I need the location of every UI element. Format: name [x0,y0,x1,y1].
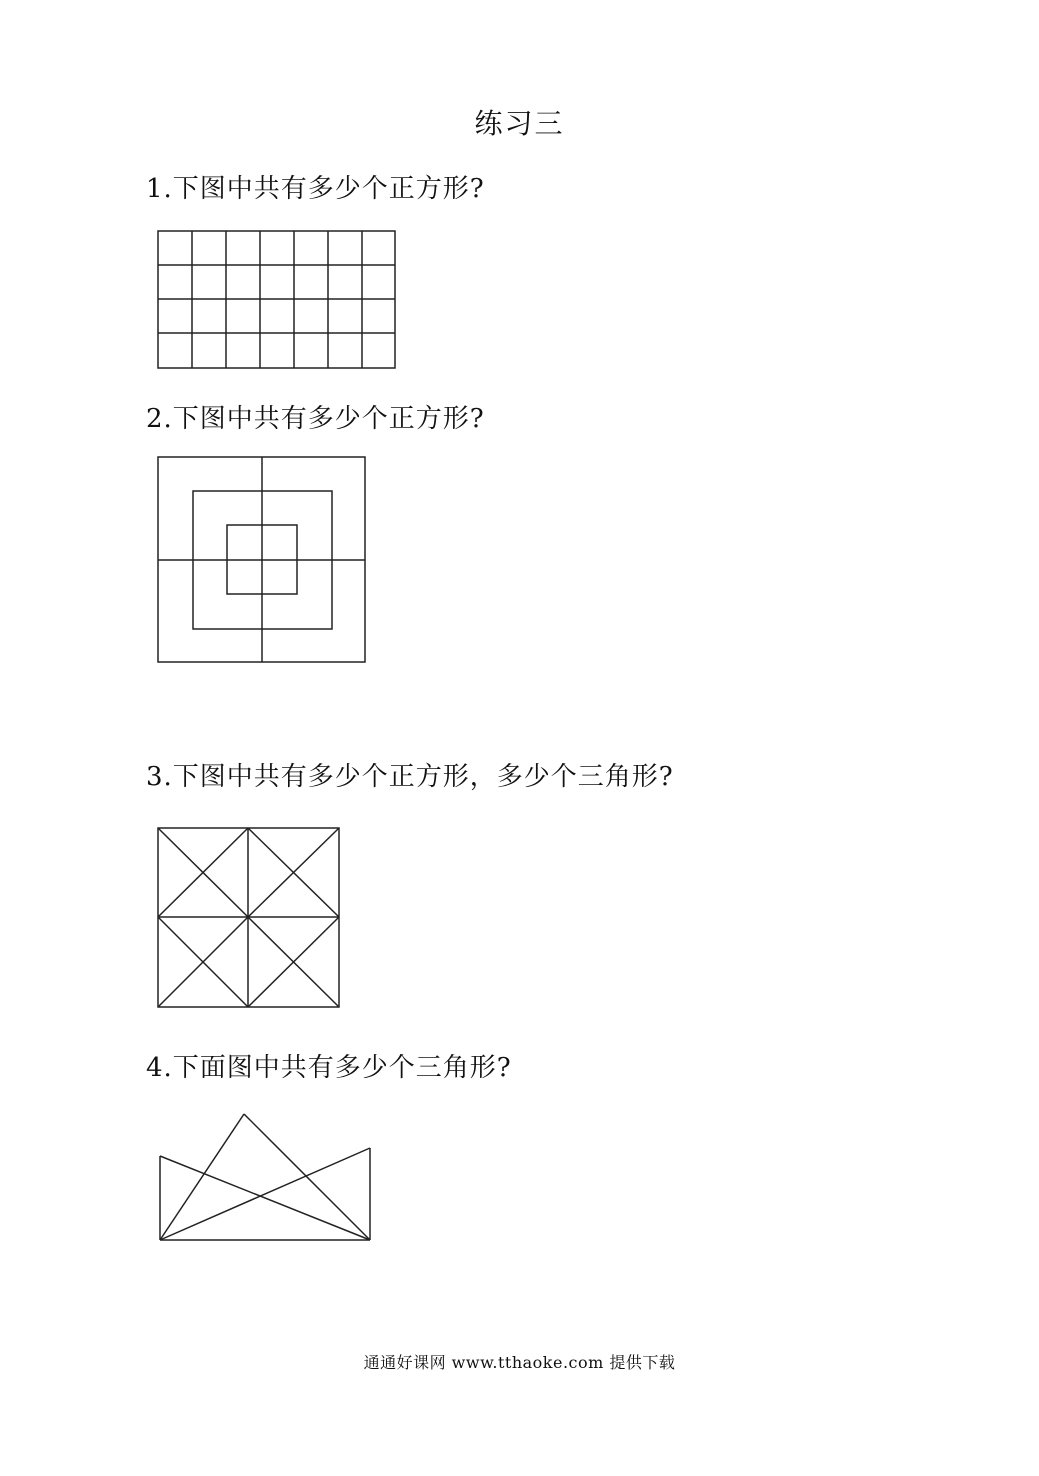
square-diagonals-diagram [156,826,342,1010]
question-3-text: 3.下图中共有多少个正方形，多少个三角形? [146,762,674,792]
footer-source: 通通好课网 www.tthaoke.com 提供下载 [363,1353,676,1372]
cross-line [160,1156,370,1240]
triangles-diagram [156,1110,376,1246]
question-1-text: 1.下图中共有多少个正方形? [146,174,485,204]
page-title: 练习三 [474,107,565,140]
question-4-text: 4.下面图中共有多少个三角形? [146,1053,512,1083]
apex-right-line [244,1114,370,1240]
grid-4x7-diagram [156,229,398,371]
nested-squares-diagram [156,455,368,665]
question-1-figure [156,229,398,371]
question-4-figure [156,1110,376,1246]
question-3-figure [156,826,342,1010]
question-2-figure [156,455,368,665]
question-2-text: 2.下图中共有多少个正方形? [146,404,485,434]
